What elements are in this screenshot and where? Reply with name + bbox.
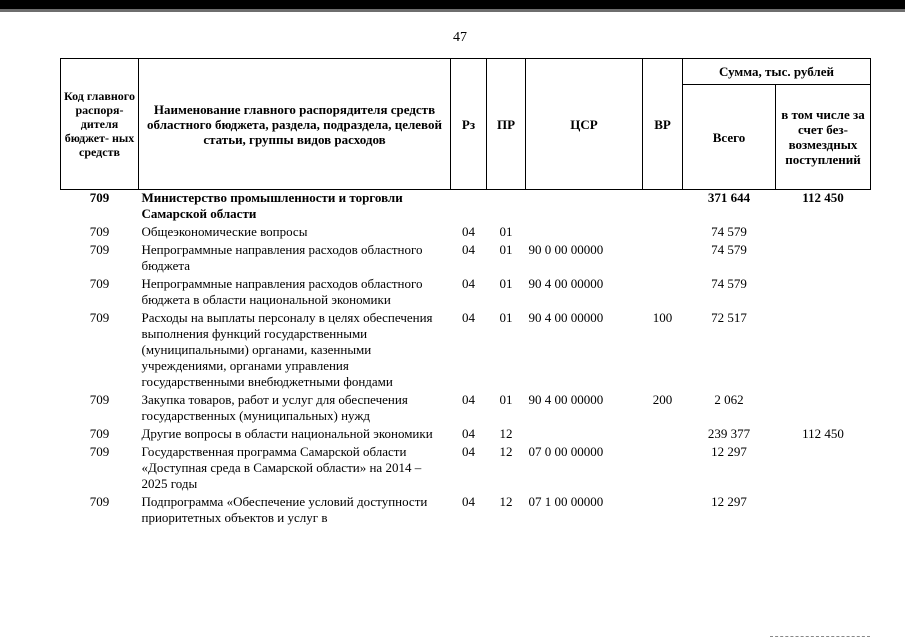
header-rz: Рз xyxy=(451,59,487,190)
table-row xyxy=(61,444,871,494)
cell-code: 709 xyxy=(89,444,110,459)
cell-total: 12 297 xyxy=(711,444,747,459)
cell-rz: 04 xyxy=(462,392,475,407)
cell-total: 74 579 xyxy=(711,224,747,239)
cell-total: 12 297 xyxy=(711,494,747,509)
cell-name: Закупка товаров, работ и услуг для обеспечения государственных (муниципальных) нужд xyxy=(141,392,408,423)
scan-top-border xyxy=(0,0,905,9)
cell-pr: 12 xyxy=(499,444,513,459)
cell-rz: 04 xyxy=(462,242,475,257)
cell-vr xyxy=(643,444,683,494)
cell-vr xyxy=(643,242,683,276)
cell-code: 709 xyxy=(89,190,110,205)
cell-csr: 90 4 00 00000 xyxy=(528,276,604,291)
cell-csr xyxy=(526,190,643,225)
cell-csr: 07 1 00 00000 xyxy=(528,494,604,509)
cell-csr: 90 0 00 00000 xyxy=(528,242,604,257)
table-row xyxy=(61,392,871,426)
scan-bottom-mark xyxy=(770,636,870,637)
cell-rz: 04 xyxy=(462,310,475,325)
cell-pr: 01 xyxy=(499,392,513,407)
cell-pr: 01 xyxy=(499,224,513,239)
header-code: Код главного распоря- дителя бюджет- ных средств xyxy=(61,59,139,190)
cell-vr xyxy=(643,426,683,444)
cell-free xyxy=(776,444,871,494)
cell-pr xyxy=(487,190,526,225)
table-header xyxy=(61,59,871,190)
scan-top-border-shade xyxy=(0,9,905,12)
cell-free xyxy=(776,224,871,242)
cell-pr: 01 xyxy=(499,276,513,291)
table-row xyxy=(61,310,871,392)
header-sum: Сумма, тыс. рублей xyxy=(683,59,871,85)
cell-csr: 90 4 00 00000 xyxy=(528,392,604,407)
header-total: Всего xyxy=(683,85,776,190)
cell-pr: 01 xyxy=(499,242,513,257)
cell-vr xyxy=(643,276,683,310)
cell-name: Подпрограмма «Обеспечение условий доступности приоритетных объектов и услуг в xyxy=(141,494,428,525)
cell-name: Другие вопросы в области национальной экономики xyxy=(141,426,433,441)
cell-code: 709 xyxy=(89,494,110,509)
cell-free: 112 450 xyxy=(802,426,844,441)
table-body xyxy=(61,190,871,529)
cell-free: 112 450 xyxy=(802,190,844,205)
table-row xyxy=(61,276,871,310)
table-row xyxy=(61,224,871,242)
cell-name: Государственная программа Самарской области «Доступная среда в Самарской области» на 2014 – 2025 годы xyxy=(141,444,422,491)
cell-total: 72 517 xyxy=(711,310,747,325)
cell-csr: 90 4 00 00000 xyxy=(528,310,604,325)
cell-csr: 07 0 00 00000 xyxy=(528,444,604,459)
cell-rz: 04 xyxy=(462,224,475,239)
cell-vr xyxy=(643,224,683,242)
cell-free xyxy=(776,392,871,426)
cell-name: Непрограммные направления расходов областного бюджета xyxy=(141,242,423,273)
cell-rz: 04 xyxy=(462,426,475,441)
header-free: в том числе за счет без- возмездных поступлений xyxy=(776,85,871,190)
cell-rz: 04 xyxy=(462,494,475,509)
cell-code: 709 xyxy=(89,392,110,407)
cell-name: Непрограммные направления расходов областного бюджета в области национальной экономики xyxy=(141,276,423,307)
cell-code: 709 xyxy=(89,310,110,325)
cell-rz xyxy=(451,190,487,225)
header-pr: ПР xyxy=(487,59,526,190)
cell-csr xyxy=(526,426,643,444)
cell-vr: 200 xyxy=(652,392,673,407)
table-row xyxy=(61,494,871,528)
cell-pr: 12 xyxy=(499,426,513,441)
cell-pr: 01 xyxy=(499,310,513,325)
cell-free xyxy=(776,276,871,310)
cell-name: Расходы на выплаты персоналу в целях обеспечения выполнения функций государственными (муниципальными) органами, казенными учреждениями, органами управления государственными внебюджетными фондами xyxy=(141,310,433,389)
table-row xyxy=(61,190,871,225)
cell-code: 709 xyxy=(89,276,110,291)
budget-table xyxy=(60,58,871,528)
cell-rz: 04 xyxy=(462,444,475,459)
cell-code: 709 xyxy=(89,242,110,257)
cell-vr: 100 xyxy=(652,310,673,325)
cell-vr xyxy=(643,190,683,225)
cell-name: Министерство промышленности и торговли Самарской области xyxy=(141,190,403,221)
cell-code: 709 xyxy=(89,426,110,441)
cell-total: 74 579 xyxy=(711,242,747,257)
header-name: Наименование главного распорядителя средств областного бюджета, раздела, подраздела, целевой статьи, группы видов расходов xyxy=(139,59,451,190)
cell-name: Общеэкономические вопросы xyxy=(141,224,308,239)
cell-rz: 04 xyxy=(462,276,475,291)
cell-free xyxy=(776,494,871,528)
cell-code: 709 xyxy=(89,224,110,239)
page-number: 47 xyxy=(453,30,467,45)
cell-pr: 12 xyxy=(499,494,513,509)
cell-free xyxy=(776,310,871,392)
cell-total: 371 644 xyxy=(707,190,751,205)
cell-total: 239 377 xyxy=(707,426,751,441)
header-csr: ЦСР xyxy=(526,59,643,190)
cell-free xyxy=(776,242,871,276)
cell-total: 2 062 xyxy=(714,392,744,407)
table-row xyxy=(61,426,871,444)
header-vr: ВР xyxy=(643,59,683,190)
table-row xyxy=(61,242,871,276)
cell-vr xyxy=(643,494,683,528)
cell-csr xyxy=(526,224,643,242)
cell-total: 74 579 xyxy=(711,276,747,291)
